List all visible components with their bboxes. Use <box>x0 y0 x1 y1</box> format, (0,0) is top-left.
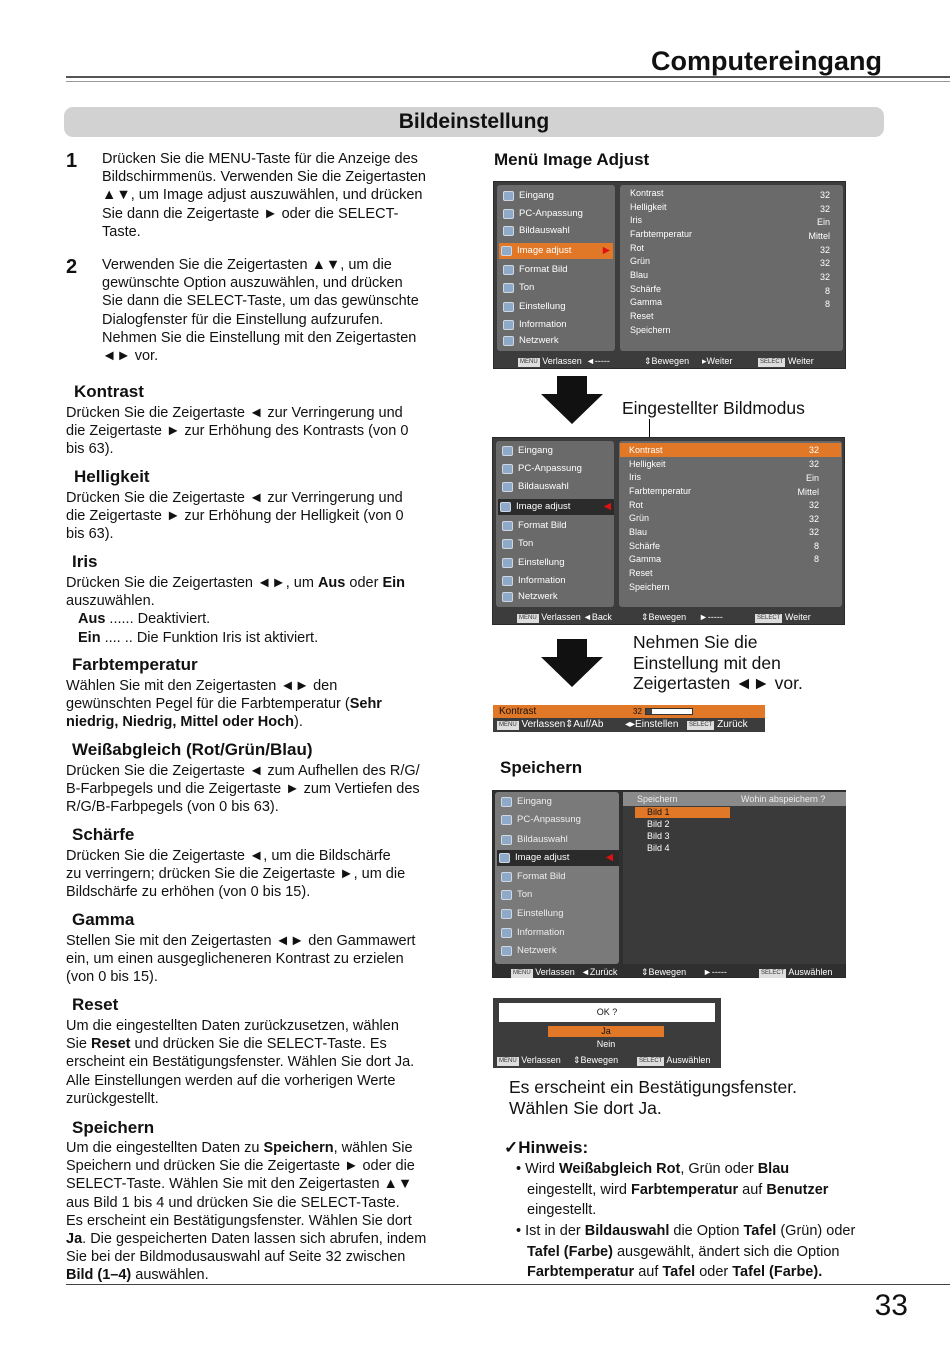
save-item-information[interactable]: Information <box>499 925 565 941</box>
info-icon <box>503 320 514 330</box>
menu2-value-kontrast: 32 <box>808 445 819 455</box>
weissabgleich-text: Drücken Sie die Zeigertaste ◄ zum Aufhellen des R/G/ B-Farbpegels und die Zeigertaste ► zum Vertiefen des R/G/B-Farbpegels (von 0 bis 63). <box>66 763 420 816</box>
menu2-value-gruen: 32 <box>808 514 819 524</box>
save-item-netzwerk[interactable]: Netzwerk <box>499 943 557 959</box>
menu2-item-information[interactable]: Information <box>500 573 566 589</box>
slider-fill <box>646 709 652 714</box>
down-arrow-icon <box>541 639 603 687</box>
step-1-text: Drücken Sie die MENU-Taste für die Anzeige des Bildschirmmenüs. Verwenden Sie die Zeigertasten ▲▼, um Image adjust auszuwählen, und drücken Sie dann die Zeigertaste ► oder die SELECT- Taste. <box>102 151 426 240</box>
save-item-image-adjust[interactable]: Image adjust ◀ <box>497 850 619 866</box>
save-hint-next: ►----- <box>703 967 727 977</box>
heading-kontrast: Kontrast <box>74 382 144 401</box>
ok-option-nein[interactable]: Nein <box>596 1039 616 1049</box>
header-rule-thin <box>66 81 950 82</box>
heading-speichern: Speichern <box>72 1118 155 1137</box>
menu2-item-netzwerk[interactable]: Netzwerk <box>500 589 558 605</box>
pointer-left-arrow-icon: ◀ <box>605 852 613 863</box>
menu2-value-blau: 32 <box>808 527 819 537</box>
menu2-label-helligkeit[interactable]: Helligkeit <box>629 459 666 469</box>
input-icon <box>502 446 513 456</box>
menu-item-ton[interactable]: Ton <box>501 280 534 296</box>
sound-icon <box>502 539 513 549</box>
heading-schaerfe: Schärfe <box>72 825 135 844</box>
save-menu-left-panel <box>495 792 619 964</box>
sound-icon <box>503 283 514 293</box>
reset-text: Um die eingestellten Daten zurückzusetzen, wählen Sie Reset und drücken Sie die SELECT-Taste. Es erscheint ein Bestätigungsfenster. Wählen Sie dort Ja. Alle Einstellungen werden auf die vorherigen Werte zurückgestellt. <box>66 1018 415 1107</box>
input-icon <box>501 797 512 807</box>
ok-dialog-title: OK ? <box>499 1003 715 1022</box>
tools-icon <box>501 909 512 919</box>
step-number-2: 2 <box>66 256 78 278</box>
ok-option-ja[interactable]: Ja <box>548 1026 664 1037</box>
save-option-bild-1[interactable]: Bild 1 <box>647 807 670 817</box>
menu1-value-gruen: 32 <box>819 258 830 268</box>
network-icon <box>501 946 512 956</box>
hinweis-item-2: • Ist in der Bildauswahl die Option Tafel (Grün) oder Tafel (Farbe) ausgewählt, ändert sich die Option Farbtemperatur auf Tafel oder Tafel (Farbe). <box>516 1223 856 1280</box>
save-hint-exit: MENU Verlassen <box>513 967 575 977</box>
menu1-label-farbtemperatur[interactable]: Farbtemperatur <box>630 229 693 239</box>
menu2-value-farbtemperatur: Mittel <box>797 487 819 497</box>
input-icon <box>503 191 514 201</box>
schaerfe-text: Drücken Sie die Zeigertaste ◄, um die Bildschärfe zu verringern; drücken Sie die Zeigertaste ►, um die Bildschärfe zu erhöhen (von 0 bis 15). <box>66 848 406 901</box>
menu1-value-helligkeit: 32 <box>819 204 830 214</box>
menu2-label-rot[interactable]: Rot <box>629 500 644 510</box>
menu1-value-blau: 32 <box>819 272 830 282</box>
menu1-label-kontrast[interactable]: Kontrast <box>630 188 664 198</box>
menu2-label-gamma[interactable]: Gamma <box>629 554 662 564</box>
speichern-text: Um die eingestellten Daten zu Speichern, wählen Sie Speichern und drücken Sie die Zeigertaste ► oder die SELECT-Taste. Wählen Sie mit den Zeigertasten ▲▼ aus Bild 1 bis 4 und drücken Sie die SELECT-Taste. Es erscheint ein Bestätigungsfenster. Wählen Sie dort Ja. Die gespeicherten Daten lassen sich abrufen, indem Sie bei der Bildmodusauswahl auf Seite 32 zwischen Bild (1–4) auswählen. <box>66 1140 427 1284</box>
save-header-title: Speichern <box>637 794 678 804</box>
heading-gamma: Gamma <box>72 910 135 929</box>
screen-icon <box>503 265 514 275</box>
menu1-label-iris[interactable]: Iris <box>630 215 642 225</box>
save-option-bild-2[interactable]: Bild 2 <box>647 819 670 829</box>
menu2-item-eingang[interactable]: Eingang <box>500 443 553 459</box>
monitor-icon <box>503 209 514 219</box>
kontrast-text: Drücken Sie die Zeigertaste ◄ zur Verringerung und die Zeigertaste ► zur Erhöhung des Kontrasts (von 0 bis 63). <box>66 405 409 458</box>
menu1-hint-next: ▸Weiter <box>702 356 733 366</box>
picture-icon <box>501 835 512 845</box>
adjust-icon <box>501 246 512 256</box>
menu2-value-rot: 32 <box>808 500 819 510</box>
menu2-item-einstellung[interactable]: Einstellung <box>500 555 564 571</box>
tools-icon <box>502 558 513 568</box>
menu2-label-iris[interactable]: Iris <box>629 472 641 482</box>
chapter-title: Computereingang <box>650 46 882 76</box>
heading-farbtemperatur: Farbtemperatur <box>72 655 198 674</box>
updown-arrows-icon: ⇕ <box>573 1055 581 1065</box>
tools-icon <box>503 302 514 312</box>
menu1-label-gamma[interactable]: Gamma <box>630 297 663 307</box>
menu1-hint-exit: MENU Verlassen <box>520 356 582 366</box>
menu-item-pc-anpassung[interactable]: PC-Anpassung <box>501 206 583 222</box>
save-menu-right-panel <box>623 792 846 964</box>
menu-item-information[interactable]: Information <box>501 317 567 333</box>
caption-bildmodus: Eingestellter Bildmodus <box>622 398 805 418</box>
ok-dialog <box>493 998 721 1068</box>
menu1-hint-select: SELECT Weiter <box>760 356 814 366</box>
picture-icon <box>502 482 513 492</box>
menu2-value-gamma: 8 <box>813 554 819 564</box>
menu-item-eingang[interactable]: Eingang <box>501 188 554 204</box>
down-arrow-icon <box>541 376 603 424</box>
save-item-einstellung[interactable]: Einstellung <box>499 906 563 922</box>
menu2-label-reset[interactable]: Reset <box>629 568 653 578</box>
menu1-value-kontrast: 32 <box>819 190 830 200</box>
screen-icon <box>502 521 513 531</box>
menu2-hint-move: ⇕Bewegen <box>641 612 687 622</box>
footer-rule <box>66 1284 950 1285</box>
save-item-ton[interactable]: Ton <box>499 887 532 903</box>
menu1-label-rot[interactable]: Rot <box>630 243 645 253</box>
network-icon <box>503 336 514 346</box>
picture-icon <box>503 226 514 236</box>
save-header-question: Wohin abspeichern ? <box>741 794 826 804</box>
save-option-bild-4[interactable]: Bild 4 <box>647 843 670 853</box>
screen-icon <box>501 872 512 882</box>
osd-menu-2-left-panel <box>496 441 614 607</box>
sound-icon <box>501 890 512 900</box>
adjust-icon <box>499 853 510 863</box>
pointer-arrow-icon: ▶ <box>602 245 610 256</box>
menu2-item-image-adjust[interactable]: Image adjust ◀ <box>498 499 614 515</box>
osd-menu-1-left-panel <box>497 185 615 351</box>
helligkeit-text: Drücken Sie die Zeigertaste ◄ zur Verringerung und die Zeigertaste ► zur Erhöhung der Helligkeit (von 0 bis 63). <box>66 490 404 543</box>
slider-hint-back: SELECT Zurück <box>689 719 748 730</box>
header-rule <box>66 76 950 78</box>
hinweis-title: ✓Hinweis: <box>504 1138 589 1157</box>
slider-hint-exit: MENU Verlassen <box>499 719 566 730</box>
heading-iris: Iris <box>72 552 98 571</box>
heading-helligkeit: Helligkeit <box>74 467 150 486</box>
menu2-item-format-bild[interactable]: Format Bild <box>500 518 567 534</box>
monitor-icon <box>502 464 513 474</box>
menu2-value-schaerfe: 8 <box>813 541 819 551</box>
heading-reset: Reset <box>72 995 119 1014</box>
osd-menu-2 <box>492 437 845 625</box>
page-number: 33 <box>874 1289 908 1322</box>
adjust-icon <box>500 502 511 512</box>
info-icon <box>502 576 513 586</box>
slider-label: Kontrast <box>499 706 537 717</box>
hinweis-item-1: • Wird Weißabgleich Rot, Grün oder Blau eingestellt, wird Farbtemperatur auf Benutzer eingestellt. <box>516 1161 829 1218</box>
menu2-hint-back: ◄Back <box>583 612 612 622</box>
slider-value: 32 <box>633 707 642 716</box>
osd-menu-1-right-panel <box>620 185 843 351</box>
menu2-label-farbtemperatur[interactable]: Farbtemperatur <box>629 486 692 496</box>
menu2-value-helligkeit: 32 <box>808 459 819 469</box>
menu2-label-blau[interactable]: Blau <box>629 527 648 537</box>
menu2-label-kontrast[interactable]: Kontrast <box>629 445 663 455</box>
menu-item-bildauswahl[interactable]: Bildauswahl <box>501 223 570 239</box>
menu1-label-helligkeit[interactable]: Helligkeit <box>630 202 667 212</box>
save-item-eingang[interactable]: Eingang <box>499 794 552 810</box>
step-number-1: 1 <box>66 150 78 172</box>
menu2-label-speichern[interactable]: Speichern <box>629 582 670 592</box>
farbtemperatur-text: Wählen Sie mit den Zeigertasten ◄► den gewünschten Pegel für die Farbtemperatur (Sehr niedrig, Niedrig, Mittel oder Hoch). <box>66 678 382 731</box>
menu2-hint-select: SELECT Weiter <box>757 612 811 622</box>
save-hint-select: SELECT Auswählen <box>761 967 833 977</box>
menu2-hint-next: ►----- <box>699 612 723 622</box>
menu1-value-schaerfe: 8 <box>824 286 830 296</box>
iris-text: Drücken Sie die Zeigertasten ◄►, um Aus oder Ein auszuwählen. Aus ...... Deaktiviert. Ein .... .. Die Funktion Iris ist aktiviert. <box>66 575 406 646</box>
menu1-label-reset[interactable]: Reset <box>630 311 654 321</box>
menu1-hint-back: ◄----- <box>586 356 610 366</box>
menu1-label-blau[interactable]: Blau <box>630 270 649 280</box>
monitor-icon <box>501 815 512 825</box>
menu2-label-schaerfe[interactable]: Schärfe <box>629 541 661 551</box>
menu2-item-bildauswahl[interactable]: Bildauswahl <box>500 479 569 495</box>
slider-hint-updown: ⇕Auf/Ab <box>565 719 604 730</box>
menu-item-netzwerk[interactable]: Netzwerk <box>501 333 559 349</box>
kontrast-slider-dialog <box>493 705 765 732</box>
ok-hint-select: SELECT Auswählen <box>639 1055 711 1065</box>
save-item-bildauswahl[interactable]: Bildauswahl <box>499 832 568 848</box>
caption-confirm: Es erscheint ein Bestätigungsfenster. Wählen Sie dort Ja. <box>509 1077 797 1118</box>
menu1-label-gruen[interactable]: Grün <box>630 256 651 266</box>
menu2-item-ton[interactable]: Ton <box>500 536 533 552</box>
slider-hint-adjust: ◂▸Einstellen <box>625 719 679 730</box>
menu-item-einstellung[interactable]: Einstellung <box>501 299 565 315</box>
menu2-hint-exit: MENU Verlassen <box>519 612 581 622</box>
leftright-arrows-icon: ◂▸ <box>625 719 636 730</box>
section-title-bar: Bildeinstellung <box>64 107 884 137</box>
right-arrow-icon: ▸ <box>702 356 707 366</box>
ok-hint-move: ⇕Bewegen <box>573 1055 619 1065</box>
updown-arrows-icon: ⇕ <box>641 612 649 622</box>
menu2-item-pc-anpassung[interactable]: PC-Anpassung <box>500 461 582 477</box>
slider-track[interactable] <box>645 708 693 715</box>
updown-arrows-icon: ⇕ <box>641 967 649 977</box>
save-item-pc-anpassung[interactable]: PC-Anpassung <box>499 812 581 828</box>
menu1-label-schaerfe[interactable]: Schärfe <box>630 284 662 294</box>
updown-arrows-icon: ⇕ <box>644 356 652 366</box>
save-item-format-bild[interactable]: Format Bild <box>499 869 566 885</box>
menu1-value-rot: 32 <box>819 245 830 255</box>
pointer-left-arrow-icon: ◀ <box>603 501 611 512</box>
speichern-subtitle: Speichern <box>500 758 583 777</box>
osd-menu-1 <box>493 181 846 369</box>
heading-weissabgleich: Weißabgleich (Rot/Grün/Blau) <box>72 740 313 759</box>
menu2-value-iris: Ein <box>805 473 819 483</box>
menu-item-image-adjust[interactable]: Image adjust ▶ <box>499 243 613 259</box>
menu1-value-gamma: 8 <box>824 299 830 309</box>
menu-image-adjust-title: Menü Image Adjust <box>494 150 650 169</box>
menu1-value-iris: Ein <box>816 217 830 227</box>
menu2-label-gruen[interactable]: Grün <box>629 513 650 523</box>
menu-item-format-bild[interactable]: Format Bild <box>501 262 568 278</box>
save-hint-back: ◄Zurück <box>581 967 618 977</box>
menu1-hint-move: ⇕Bewegen <box>644 356 690 366</box>
info-icon <box>501 928 512 938</box>
save-hint-move: ⇕Bewegen <box>641 967 687 977</box>
menu1-value-farbtemperatur: Mittel <box>808 231 830 241</box>
caption-adjust: Nehmen Sie die Einstellung mit den Zeigertasten ◄► vor. <box>633 632 803 694</box>
step-2-text: Verwenden Sie die Zeigertasten ▲▼, um die gewünschte Option auszuwählen, und drücken Sie dann die SELECT-Taste, um das gewünschte Dialogfenster für die Einstellung aufzurufen. Nehmen Sie die Einstellung mit den Zeigertasten ◄► vor. <box>102 257 419 365</box>
updown-arrows-icon: ⇕ <box>565 719 574 730</box>
menu1-label-speichern[interactable]: Speichern <box>630 325 671 335</box>
network-icon <box>502 592 513 602</box>
osd-save-menu <box>492 790 846 978</box>
save-option-bild-3[interactable]: Bild 3 <box>647 831 670 841</box>
gamma-text: Stellen Sie mit den Zeigertasten ◄► den Gammawert ein, um einen ausgeglicheneren Kontrast zu erzielen (von 0 bis 15). <box>66 933 416 986</box>
ok-hint-exit: MENU Verlassen <box>499 1055 561 1065</box>
osd-menu-2-right-panel <box>619 441 842 607</box>
